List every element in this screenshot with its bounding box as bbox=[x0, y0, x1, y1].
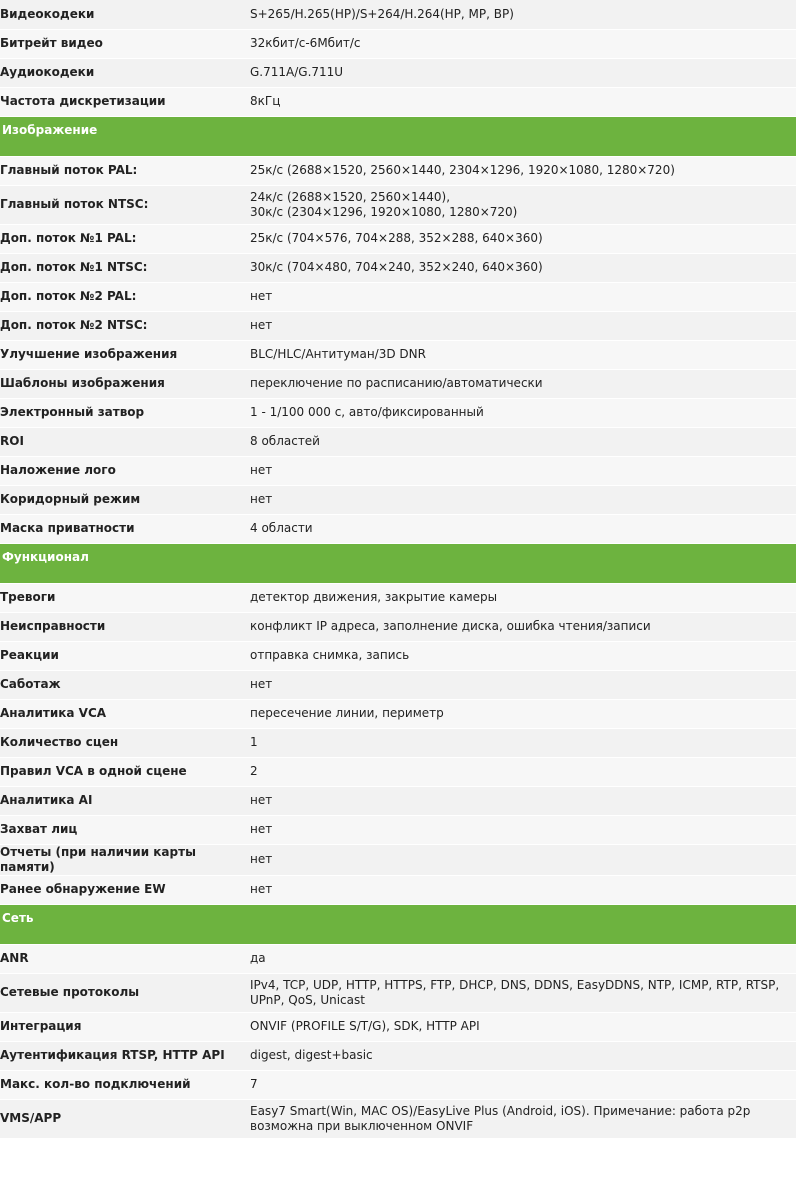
spec-label: ROI bbox=[0, 427, 250, 456]
spec-value: нет bbox=[250, 485, 796, 514]
spec-row bbox=[0, 583, 796, 612]
spec-value: 30к/с (704×480, 704×240, 352×240, 640×360) bbox=[250, 253, 796, 282]
spec-label: Битрейт видео bbox=[0, 29, 250, 58]
spec-value: 24к/с (2688×1520, 2560×1440), 30к/с (2304×1296, 1920×1080, 1280×720) bbox=[250, 185, 796, 224]
spec-value: нет bbox=[250, 844, 796, 875]
section-header bbox=[0, 904, 796, 944]
spec-value: 25к/с (704×576, 704×288, 352×288, 640×360) bbox=[250, 224, 796, 253]
spec-row bbox=[0, 875, 796, 904]
spec-label: Количество сцен bbox=[0, 728, 250, 757]
spec-value: ONVIF (PROFILE S/T/G), SDK, HTTP API bbox=[250, 1012, 796, 1041]
spec-label: Аудиокодеки bbox=[0, 58, 250, 87]
spec-row bbox=[0, 815, 796, 844]
spec-row bbox=[0, 944, 796, 973]
spec-value: отправка снимка, запись bbox=[250, 641, 796, 670]
spec-value: нет bbox=[250, 875, 796, 904]
spec-label: Саботаж bbox=[0, 670, 250, 699]
spec-value: нет bbox=[250, 670, 796, 699]
spec-row bbox=[0, 1012, 796, 1041]
spec-row bbox=[0, 282, 796, 311]
spec-row bbox=[0, 398, 796, 427]
spec-row bbox=[0, 0, 796, 29]
spec-value: нет bbox=[250, 815, 796, 844]
spec-row bbox=[0, 514, 796, 543]
spec-label: Наложение лого bbox=[0, 456, 250, 485]
spec-label: Шаблоны изображения bbox=[0, 369, 250, 398]
spec-value: детектор движения, закрытие камеры bbox=[250, 583, 796, 612]
spec-label: Захват лиц bbox=[0, 815, 250, 844]
spec-label: Электронный затвор bbox=[0, 398, 250, 427]
spec-value: 4 области bbox=[250, 514, 796, 543]
spec-label: Доп. поток №1 PAL: bbox=[0, 224, 250, 253]
spec-label: VMS/APP bbox=[0, 1099, 250, 1138]
spec-row bbox=[0, 670, 796, 699]
spec-row bbox=[0, 253, 796, 282]
spec-label: Частота дискретизации bbox=[0, 87, 250, 116]
spec-row bbox=[0, 58, 796, 87]
spec-label: Доп. поток №2 PAL: bbox=[0, 282, 250, 311]
spec-label: Отчеты (при наличии карты памяти) bbox=[0, 844, 250, 875]
spec-value: нет bbox=[250, 456, 796, 485]
spec-value: 25к/с (2688×1520, 2560×1440, 2304×1296, 1920×1080, 1280×720) bbox=[250, 156, 796, 185]
spec-value: 8 областей bbox=[250, 427, 796, 456]
spec-value: 7 bbox=[250, 1070, 796, 1099]
spec-row bbox=[0, 973, 796, 1012]
spec-label: Тревоги bbox=[0, 583, 250, 612]
spec-row bbox=[0, 1041, 796, 1070]
spec-value: G.711A/G.711U bbox=[250, 58, 796, 87]
spec-label: Маска приватности bbox=[0, 514, 250, 543]
spec-label: Доп. поток №2 NTSC: bbox=[0, 311, 250, 340]
spec-label: Аналитика AI bbox=[0, 786, 250, 815]
spec-row bbox=[0, 427, 796, 456]
spec-row bbox=[0, 641, 796, 670]
spec-label: Ранее обнаружение EW bbox=[0, 875, 250, 904]
spec-label: Интеграция bbox=[0, 1012, 250, 1041]
spec-label: Видеокодеки bbox=[0, 0, 250, 29]
spec-label: ANR bbox=[0, 944, 250, 973]
spec-row bbox=[0, 369, 796, 398]
spec-value: нет bbox=[250, 786, 796, 815]
spec-label: Аутентификация RTSP, HTTP API bbox=[0, 1041, 250, 1070]
spec-label: Главный поток NTSC: bbox=[0, 185, 250, 224]
section-title: Функционал bbox=[0, 543, 796, 583]
section-header bbox=[0, 116, 796, 156]
spec-value: BLC/HLC/Антитуман/3D DNR bbox=[250, 340, 796, 369]
spec-row bbox=[0, 224, 796, 253]
spec-value: пересечение линии, периметр bbox=[250, 699, 796, 728]
spec-label: Улучшение изображения bbox=[0, 340, 250, 369]
section-header bbox=[0, 543, 796, 583]
spec-value: 2 bbox=[250, 757, 796, 786]
spec-value: digest, digest+basic bbox=[250, 1041, 796, 1070]
spec-row bbox=[0, 1099, 796, 1138]
spec-row bbox=[0, 786, 796, 815]
spec-label: Доп. поток №1 NTSC: bbox=[0, 253, 250, 282]
spec-row bbox=[0, 699, 796, 728]
spec-label: Сетевые протоколы bbox=[0, 973, 250, 1012]
spec-value: конфликт IP адреса, заполнение диска, ошибка чтения/записи bbox=[250, 612, 796, 641]
section-title: Изображение bbox=[0, 116, 796, 156]
spec-row bbox=[0, 29, 796, 58]
section-title: Сеть bbox=[0, 904, 796, 944]
spec-label: Аналитика VCA bbox=[0, 699, 250, 728]
spec-row bbox=[0, 156, 796, 185]
spec-value: 1 bbox=[250, 728, 796, 757]
spec-label: Макс. кол-во подключений bbox=[0, 1070, 250, 1099]
spec-label: Главный поток PAL: bbox=[0, 156, 250, 185]
spec-value: S+265/H.265(HP)/S+264/H.264(HP, MP, BP) bbox=[250, 0, 796, 29]
spec-value: 1 - 1/100 000 с, авто/фиксированный bbox=[250, 398, 796, 427]
spec-value: Easy7 Smart(Win, MAC OS)/EasyLive Plus (Android, iOS). Примечание: работа p2p возможна при выключенном ONVIF bbox=[250, 1099, 796, 1138]
spec-label: Правил VCA в одной сцене bbox=[0, 757, 250, 786]
spec-label: Реакции bbox=[0, 641, 250, 670]
spec-label: Неисправности bbox=[0, 612, 250, 641]
spec-value: да bbox=[250, 944, 796, 973]
spec-value: нет bbox=[250, 282, 796, 311]
spec-value: 8кГц bbox=[250, 87, 796, 116]
spec-row bbox=[0, 1070, 796, 1099]
spec-value: IPv4, TCP, UDP, HTTP, HTTPS, FTP, DHCP, DNS, DDNS, EasyDDNS, NTP, ICMP, RTP, RTSP, UPnP, QoS, Unicast bbox=[250, 973, 796, 1012]
spec-row bbox=[0, 728, 796, 757]
spec-row bbox=[0, 485, 796, 514]
spec-value: 32кбит/с-6Мбит/с bbox=[250, 29, 796, 58]
spec-row bbox=[0, 87, 796, 116]
spec-row bbox=[0, 844, 796, 875]
spec-row bbox=[0, 757, 796, 786]
spec-row bbox=[0, 456, 796, 485]
spec-value: переключение по расписанию/автоматически bbox=[250, 369, 796, 398]
spec-value: нет bbox=[250, 311, 796, 340]
spec-row bbox=[0, 185, 796, 224]
spec-row bbox=[0, 612, 796, 641]
spec-label: Коридорный режим bbox=[0, 485, 250, 514]
spec-row bbox=[0, 311, 796, 340]
spec-row bbox=[0, 340, 796, 369]
